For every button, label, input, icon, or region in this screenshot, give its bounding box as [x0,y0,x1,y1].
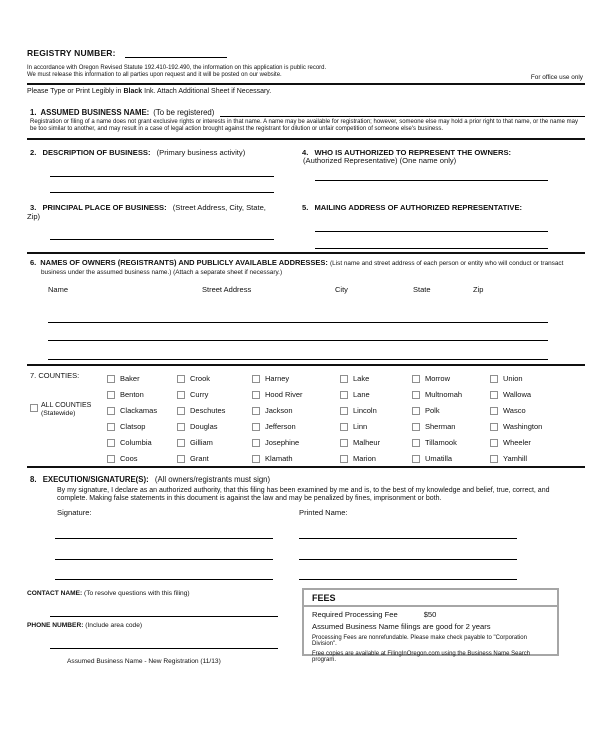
county-label-wasco: Wasco [503,406,526,416]
statute-line-2: We must release this information to all parties upon request and it will be posted on our website. [27,72,282,79]
county-checkbox-baker[interactable] [107,375,115,383]
all-counties-label: ALL COUNTIES [41,401,92,409]
county-label-tillamook: Tillamook [425,438,457,448]
county-checkbox-lake[interactable] [340,375,348,383]
principal-place-line-1[interactable] [50,239,274,240]
county-label-lincoln: Lincoln [353,406,377,416]
signature-line-3[interactable] [55,560,273,580]
owners-row-line-3[interactable] [48,341,548,360]
section4-number: 4. [302,147,309,157]
county-checkbox-lincoln[interactable] [340,407,348,415]
county-label-hood-river: Hood River [265,390,303,400]
county-label-curry: Curry [190,390,209,400]
county-label-gilliam: Gilliam [190,438,213,448]
contact-name-label: CONTACT NAME: [27,589,83,597]
instructions-post: Ink. Attach Additional Sheet if Necessary. [144,87,272,95]
section-execution-signatures [27,468,585,580]
statute-notice [27,65,585,85]
fees-duration-note: Assumed Business Name filings are good for 2 years [312,621,491,631]
county-label-josephine: Josephine [265,438,300,448]
county-checkbox-hood-river[interactable] [252,391,260,399]
county-checkbox-wheeler[interactable] [490,439,498,447]
county-checkbox-gilliam[interactable] [177,439,185,447]
county-checkbox-linn[interactable] [340,423,348,431]
county-checkbox-harney[interactable] [252,375,260,383]
county-checkbox-malheur[interactable] [340,439,348,447]
section-principal-place [27,193,277,253]
section-assumed-business-name [27,106,585,140]
owners-row-line-2[interactable] [48,323,548,341]
county-checkbox-washington[interactable] [490,423,498,431]
county-label-jefferson: Jefferson [265,422,296,432]
col-header-name: Name [48,285,69,295]
county-label-multnomah: Multnomah [425,390,463,400]
county-checkbox-grant[interactable] [177,455,185,463]
county-checkbox-wasco[interactable] [490,407,498,415]
section4-title: WHO IS AUTHORIZED TO REPRESENT THE OWNERS: [314,147,512,157]
county-label-douglas: Douglas [190,422,218,432]
county-checkbox-coos[interactable] [107,455,115,463]
county-label-benton: Benton [120,390,144,400]
county-label-klamath: Klamath [265,454,293,464]
county-checkbox-tillamook[interactable] [412,439,420,447]
county-checkbox-marion[interactable] [340,455,348,463]
section8-number: 8. [30,474,37,484]
printed-name-column [299,508,585,580]
county-checkbox-sherman[interactable] [412,423,420,431]
county-checkbox-yamhill[interactable] [490,455,498,463]
county-label-harney: Harney [265,374,290,384]
section6-hint: (List name and street address of each person or entity who will conduct or transact business under the assumed business name.) (Attach a separate sheet if necessary.) [41,259,564,277]
county-label-sherman: Sherman [425,422,456,432]
description-line-1[interactable] [50,176,274,177]
phone-number-field[interactable] [50,631,278,649]
authorized-representative-line[interactable] [315,180,548,181]
county-label-columbia: Columbia [120,438,152,448]
mailing-address-line-2[interactable] [315,248,548,249]
section8-title: EXECUTION/SIGNATURE(S): [42,474,149,484]
fees-title: FEES [304,590,557,607]
county-checkbox-umatilla[interactable] [412,455,420,463]
col-header-zip: Zip [473,285,484,295]
section6-title: NAMES OF OWNERS (REGISTRANTS) AND PUBLICLY AVAILABLE ADDRESSES: [40,257,328,267]
county-label-jackson: Jackson [265,406,293,416]
printed-name-line-2[interactable] [299,539,517,560]
signature-line-1[interactable] [55,517,273,539]
registry-number-field[interactable] [125,47,227,58]
all-counties-option [27,401,107,418]
fees-processing-amount: $50 [423,609,437,619]
county-label-malheur: Malheur [353,438,381,448]
county-label-union: Union [503,374,523,384]
form-footer: Assumed Business Name - New Registration (11/13) [67,657,221,665]
fees-box [302,588,559,663]
signature-column [27,508,277,580]
section2-number: 2. [30,147,37,157]
county-label-deschutes: Deschutes [190,406,226,416]
county-checkbox-josephine[interactable] [252,439,260,447]
section3-title: PRINCIPAL PLACE OF BUSINESS: [42,203,167,213]
county-label-umatilla: Umatilla [425,454,453,464]
county-checkbox-morrow[interactable] [412,375,420,383]
county-label-marion: Marion [353,454,376,464]
printed-name-line-3[interactable] [299,560,517,580]
col-header-street-address: Street Address [202,285,252,295]
mailing-address-line-1[interactable] [315,231,548,232]
counties-grid [107,371,585,466]
printed-name-label: Printed Name: [299,507,348,517]
county-checkbox-columbia[interactable] [107,439,115,447]
statute-line-1: In accordance with Oregon Revised Statute 192.410-192.490, the information on this application is public record. [27,65,327,71]
section1-fine-print: Registration or filing of a name does not grant exclusive rights or interests in that name. A name may be available for registration; however, someone else may hold a prior right to that name, or the name may be too similar to another, and may result in a case of legal action brought against the registrant for dilution or unfair competition of someone else's business. [30,118,578,132]
owners-row-line-1[interactable] [48,305,548,323]
instructions-pre: Please Type or Print Legibly in [27,87,122,95]
county-checkbox-union[interactable] [490,375,498,383]
section8-hint: (All owners/registrants must sign) [154,474,271,484]
county-label-clatsop: Clatsop [120,422,146,432]
section-mailing-address [299,193,585,253]
section-owners-names [27,254,585,366]
section5-number: 5. [302,203,309,213]
fill-instructions [27,88,585,98]
county-checkbox-crook[interactable] [177,375,185,383]
fees-nonrefundable-note: Processing Fees are nonrefundable. Please make check payable to "Corporation Division". [312,634,527,647]
county-checkbox-lane[interactable] [340,391,348,399]
county-checkbox-polk[interactable] [412,407,420,415]
signature-declaration: By my signature, I declare as an authorized authority, that this filing has been examined by me and is, to the best of my knowledge and belief, true, correct, and complete. Making false statements in this document is against the law and may be penalized by fines, imprisonment or both. [57,486,550,502]
all-counties-checkbox[interactable] [30,404,38,412]
section2-title: DESCRIPTION OF BUSINESS: [42,147,151,157]
phone-number-hint: (Include area code) [85,621,143,629]
registry-number-row [27,46,585,58]
section2-hint: (Primary business activity) [156,147,246,157]
county-checkbox-wallowa[interactable] [490,391,498,399]
printed-name-line-1[interactable] [299,517,517,539]
fees-processing-label: Required Processing Fee [312,609,398,619]
bottom-region [27,590,585,665]
section1-number: 1. [30,107,37,117]
county-label-wheeler: Wheeler [503,438,531,448]
county-label-coos: Coos [120,454,138,464]
phone-number-label: PHONE NUMBER: [27,621,84,629]
county-label-lane: Lane [353,390,370,400]
contact-name-field[interactable] [50,599,278,617]
sections-2-to-5 [27,140,585,254]
county-label-grant: Grant [190,454,209,464]
signature-line-2[interactable] [55,539,273,560]
county-label-crook: Crook [190,374,211,384]
county-label-yamhill: Yamhill [503,454,528,464]
county-label-wallowa: Wallowa [503,390,532,400]
section3-hint: (Street Address, City, State, Zip) [27,203,266,221]
instructions-black-word: Black [123,87,143,95]
county-label-morrow: Morrow [425,374,451,384]
county-label-washington: Washington [503,422,543,432]
county-checkbox-clackamas[interactable] [107,407,115,415]
county-label-linn: Linn [353,422,368,432]
section7-title: COUNTIES: [38,370,80,380]
section4-hint: (Authorized Representative) (One name only) [303,156,457,166]
section1-title: ASSUMED BUSINESS NAME: [40,107,150,117]
county-label-baker: Baker [120,374,140,384]
county-checkbox-benton[interactable] [107,391,115,399]
owner-column-headers [27,285,585,294]
section5-title: MAILING ADDRESS OF AUTHORIZED REPRESENTATIVE: [314,203,523,213]
county-checkbox-jackson[interactable] [252,407,260,415]
county-checkbox-curry[interactable] [177,391,185,399]
fees-free-copies-note: Free copies are available at FilingInOregon.com using the Business Name Search program. [312,650,531,663]
county-label-clackamas: Clackamas [120,406,158,416]
section-authorized-representative [299,140,585,194]
county-checkbox-clatsop[interactable] [107,423,115,431]
section6-number: 6. [30,257,37,267]
col-header-city: City [335,285,348,295]
county-checkbox-jefferson[interactable] [252,423,260,431]
county-checkbox-douglas[interactable] [177,423,185,431]
section1-hint: (To be registered) [153,107,215,117]
office-use-label: For office use only [530,73,583,81]
county-checkbox-deschutes[interactable] [177,407,185,415]
county-label-polk: Polk [425,406,440,416]
col-header-state: State [413,285,431,295]
county-checkbox-multnomah[interactable] [412,391,420,399]
registry-number-label: REGISTRY NUMBER: [27,48,116,58]
section7-number: 7. [30,370,37,380]
county-label-lake: Lake [353,374,370,384]
section-counties [27,366,585,468]
county-checkbox-klamath[interactable] [252,455,260,463]
contact-name-hint: (To resolve questions with this filing) [84,589,190,597]
section-description-of-business [27,140,277,194]
signature-label: Signature: [57,507,92,517]
assumed-business-name-field[interactable] [220,107,585,117]
section3-number: 3. [30,203,37,213]
all-counties-hint: (Statewide) [41,409,76,417]
